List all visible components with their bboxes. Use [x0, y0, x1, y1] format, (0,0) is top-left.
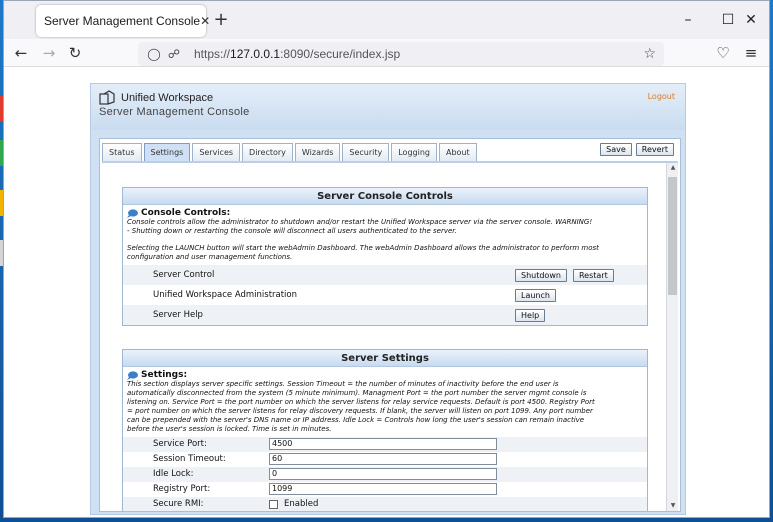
- menu-icon[interactable]: ≡: [744, 44, 758, 62]
- section-description: [127, 380, 642, 434]
- tab-bar: [102, 143, 479, 161]
- control-row-server-help: [123, 305, 647, 325]
- tab-wizards[interactable]: Wizards: [295, 143, 340, 161]
- field-row-registry-port: [123, 482, 647, 497]
- tab-settings[interactable]: Settings: [144, 143, 191, 161]
- tab-title: Server Management Console: [44, 14, 201, 28]
- idle-lock-input[interactable]: 0: [269, 468, 497, 480]
- desc-line: listening on. Service Port = the port number on which the server listens for relay service requests. Default is port 4500. Registry Port: [127, 398, 595, 406]
- desc-line: - Shutting down or restarting the console will disconnect all users authenticated to the server.: [127, 227, 457, 235]
- brand-logo-icon: [99, 90, 115, 106]
- minimize-button[interactable]: –: [684, 12, 692, 28]
- tab-services[interactable]: Services: [192, 143, 240, 161]
- speech-bubble-icon: [127, 209, 138, 218]
- scroll-up-icon[interactable]: ▲: [670, 164, 676, 171]
- logout-link[interactable]: Logout: [647, 92, 675, 101]
- forward-button[interactable]: →: [42, 44, 56, 62]
- field-row-idle-lock: [123, 467, 647, 482]
- session-timeout-input[interactable]: 60: [269, 453, 497, 465]
- url-text: [194, 47, 400, 61]
- scroll-down-icon[interactable]: ▼: [670, 502, 676, 509]
- field-label: Session Timeout:: [153, 454, 226, 464]
- row-buttons: [515, 269, 620, 282]
- field-label: Registry Port:: [153, 484, 211, 494]
- row-label: Server Help: [153, 310, 203, 320]
- field-label: Secure RMI:: [153, 499, 204, 509]
- browser-window: [3, 0, 770, 518]
- field-row-secure-rmi: [123, 497, 647, 511]
- speech-bubble-icon: [127, 371, 138, 380]
- field-row-session-timeout: [123, 452, 647, 467]
- browser-tab[interactable]: [36, 5, 211, 37]
- back-button[interactable]: ←: [14, 44, 28, 62]
- registry-port-input[interactable]: 1099: [269, 483, 497, 495]
- reload-button[interactable]: ↻: [68, 44, 82, 62]
- console-app: [90, 83, 686, 515]
- desc-line: automatically disconnected from the system (5 minute minimum). Managment Port = the port number the server mgmt console is: [127, 389, 587, 397]
- field-label: Idle Lock:: [153, 469, 194, 479]
- save-button[interactable]: Save: [600, 143, 632, 156]
- tab-close-icon[interactable]: ✕: [200, 14, 211, 28]
- desc-line: can be prepended with the server's DNS name or IP address. Idle Lock = Controls how long the user's session can remain inactive: [127, 416, 585, 424]
- brand-name: Unified Workspace: [121, 92, 214, 104]
- brand: [99, 90, 213, 106]
- secure-rmi-option: [269, 499, 318, 509]
- desc-line: Selecting the LAUNCH button will start the webAdmin Dashboard. The webAdmin Dashboard allows the administrator to perform most: [127, 244, 599, 252]
- tab-logging[interactable]: Logging: [391, 143, 437, 161]
- field-label: Service Port:: [153, 439, 207, 449]
- tab-about[interactable]: About: [439, 143, 477, 161]
- control-row-server-control: [123, 265, 647, 285]
- brand-subtitle: Server Management Console: [99, 106, 250, 118]
- subtitle-text: Console Controls:: [141, 208, 231, 218]
- url-path: :8090/secure/index.jsp: [280, 47, 401, 61]
- url-prefix: https://: [194, 47, 231, 61]
- row-buttons: [515, 309, 551, 322]
- section-subtitle: [127, 208, 642, 218]
- desc-line: = port number on which the server listens for relay discovery requests. If blank, the server will listen on port 1099. Any port number: [127, 407, 593, 415]
- action-buttons: [596, 143, 674, 156]
- section-body: [123, 205, 647, 265]
- desc-line: before the user's session is locked. Time is set in minutes.: [127, 425, 332, 433]
- service-port-input[interactable]: 4500: [269, 438, 497, 450]
- navigation-bar: [4, 39, 769, 67]
- scroll-thumb[interactable]: [668, 177, 677, 295]
- close-window-button[interactable]: ✕: [745, 12, 757, 28]
- tab-directory[interactable]: Directory: [242, 143, 293, 161]
- vertical-scrollbar[interactable]: [666, 163, 678, 511]
- maximize-button[interactable]: ☐: [721, 12, 735, 28]
- address-bar[interactable]: [138, 42, 664, 66]
- checkbox-label: Enabled: [284, 499, 319, 509]
- field-row-service-port: [123, 437, 647, 452]
- shutdown-button[interactable]: Shutdown: [515, 269, 567, 282]
- row-buttons: [515, 289, 562, 302]
- section-subtitle: [127, 370, 642, 380]
- spacer: [127, 236, 642, 244]
- control-row-administration: [123, 285, 647, 305]
- help-button[interactable]: Help: [515, 309, 545, 322]
- launch-button[interactable]: Launch: [515, 289, 556, 302]
- bookmark-star-icon[interactable]: ☆: [643, 46, 656, 62]
- settings-content: [102, 163, 668, 511]
- desc-line: configuration and user management functions.: [127, 253, 293, 261]
- app-header: [91, 84, 685, 130]
- section-description: [127, 218, 642, 262]
- secure-rmi-checkbox[interactable]: [269, 500, 278, 509]
- section-body: [123, 367, 647, 437]
- tab-status[interactable]: Status: [102, 143, 142, 161]
- console-controls-section: [122, 187, 648, 326]
- server-settings-section: [122, 349, 648, 511]
- page-viewport: [4, 68, 769, 517]
- row-label: Server Control: [153, 270, 215, 280]
- desc-line: Console controls allow the administrator to shutdown and/or restart the Unified Workspace server via the server console. WARNING!: [127, 218, 593, 226]
- pocket-icon[interactable]: ♡: [716, 44, 730, 62]
- row-label: Unified Workspace Administration: [153, 290, 298, 300]
- section-header: Server Console Controls: [123, 188, 647, 205]
- tab-security[interactable]: Security: [342, 143, 389, 161]
- restart-button[interactable]: Restart: [573, 269, 614, 282]
- new-tab-button[interactable]: +: [213, 9, 229, 30]
- shield-icon[interactable]: ◯: [147, 47, 161, 61]
- section-header: Server Settings: [123, 350, 647, 367]
- lock-icon[interactable]: ☍: [167, 47, 181, 61]
- browser-titlebar: [4, 1, 769, 39]
- main-panel: [99, 138, 681, 512]
- subtitle-text: Settings:: [141, 370, 188, 380]
- url-host: 127.0.0.1: [230, 47, 281, 61]
- desc-line: This section displays server specific settings. Session Timeout = the number of minutes of inactivity before the end user is: [127, 380, 559, 388]
- revert-button[interactable]: Revert: [636, 143, 674, 156]
